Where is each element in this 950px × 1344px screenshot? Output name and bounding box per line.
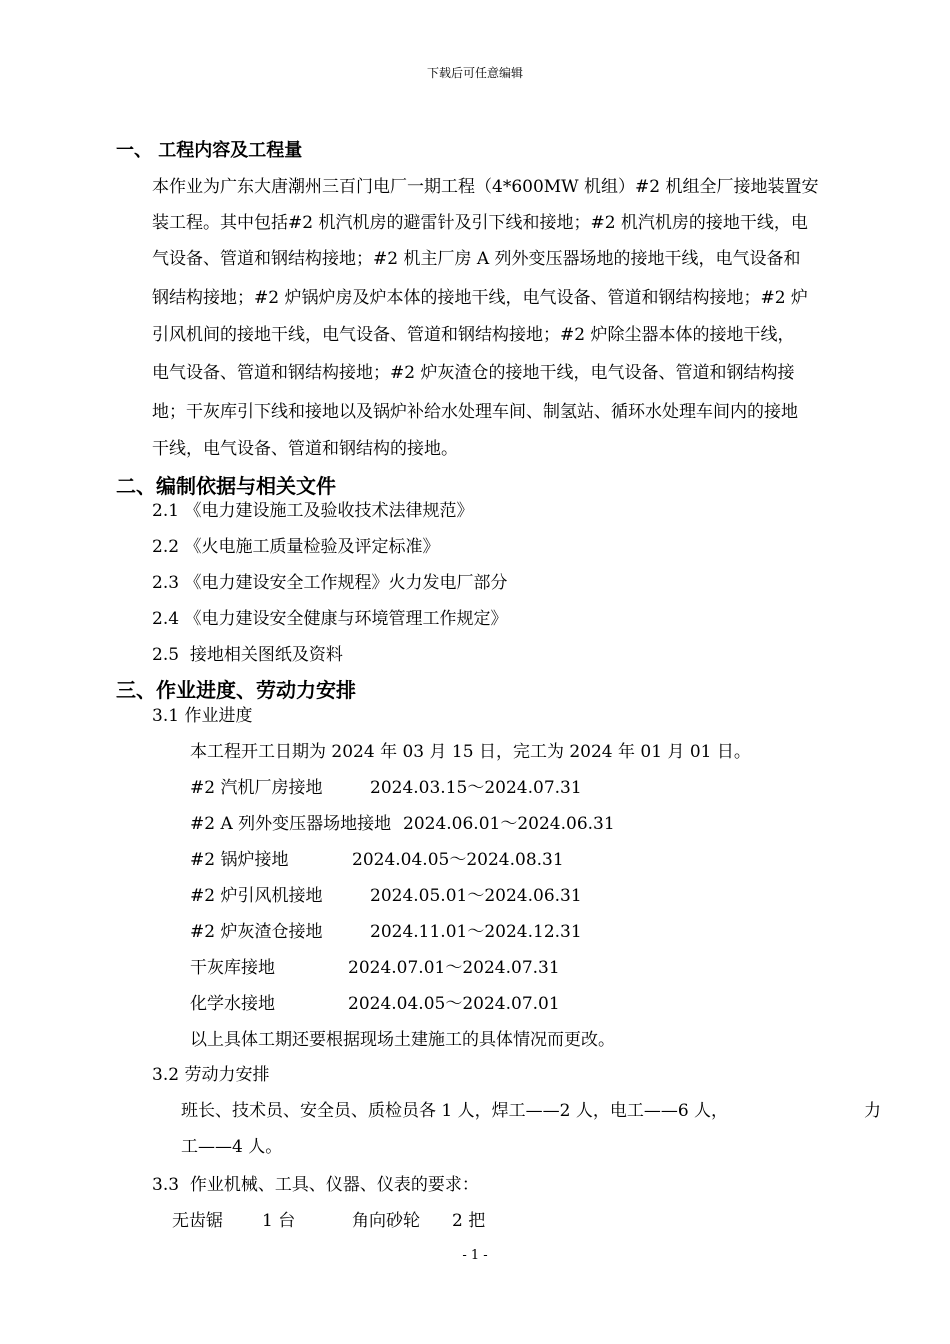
reference-item: 2.4 《电力建设安全健康与环境管理工作规定》	[152, 609, 508, 629]
schedule-item-dates: 2024.11.01～2024.12.31	[370, 922, 582, 942]
section1-line: 干线，电气设备、管道和钢结构的接地。	[152, 439, 458, 459]
schedule-item-dates: 2024.06.01～2024.06.31	[403, 814, 615, 834]
section3-heading: 三、作业进度、劳动力安排	[116, 678, 356, 702]
schedule-intro: 本工程开工日期为 2024 年 03 月 15 日，完工为 2024 年 01 月 01 日。	[190, 742, 751, 762]
schedule-item-dates: 2024.03.15～2024.07.31	[370, 778, 582, 798]
page-number: - 1 -	[462, 1248, 488, 1263]
schedule-item-name: #2 炉灰渣仓接地	[190, 922, 323, 942]
schedule-item-name: 干灰库接地	[190, 958, 275, 978]
reference-item: 2.5 接地相关图纸及资料	[152, 645, 343, 665]
section2-heading: 二、编制依据与相关文件	[116, 474, 336, 498]
labor-line: 工——4 人。	[181, 1137, 283, 1157]
section1-heading: 一、 工程内容及工程量	[116, 140, 303, 161]
subheading-tools: 3.3 作业机械、工具、仪器、仪表的要求：	[152, 1175, 479, 1195]
schedule-item-dates: 2024.04.05～2024.08.31	[352, 850, 564, 870]
schedule-note: 以上具体工期还要根据现场土建施工的具体情况而更改。	[190, 1030, 615, 1050]
tool-qty: 2 把	[452, 1211, 486, 1231]
schedule-item-dates: 2024.07.01～2024.07.31	[348, 958, 560, 978]
labor-line-tail: 力	[864, 1101, 881, 1121]
section1-line: 钢结构接地；#2 炉锅炉房及炉本体的接地干线，电气设备、管道和钢结构接地；#2 炉	[152, 288, 808, 308]
schedule-item-name: #2 汽机厂房接地	[190, 778, 323, 798]
reference-item: 2.2 《火电施工质量检验及评定标准》	[152, 537, 440, 557]
subheading-labor: 3.2 劳动力安排	[152, 1065, 270, 1085]
section1-line: 气设备、管道和钢结构接地；#2 机主厂房 A 列外变压器场地的接地干线，电气设备和	[152, 249, 801, 269]
subheading-schedule: 3.1 作业进度	[152, 706, 253, 726]
schedule-item-name: 化学水接地	[190, 994, 275, 1014]
section1-line: 电气设备、管道和钢结构接地；#2 炉灰渣仓的接地干线，电气设备、管道和钢结构接	[152, 363, 795, 383]
section1-line: 引风机间的接地干线，电气设备、管道和钢结构接地；#2 炉除尘器本体的接地干线，	[152, 325, 795, 345]
section1-line: 本作业为广东大唐潮州三百门电厂一期工程（4*600MW 机组）#2 机组全厂接地装置安	[152, 177, 819, 197]
reference-item: 2.3 《电力建设安全工作规程》火力发电厂部分	[152, 573, 508, 593]
schedule-item-dates: 2024.04.05～2024.07.01	[348, 994, 560, 1014]
schedule-item-dates: 2024.05.01～2024.06.31	[370, 886, 582, 906]
schedule-item-name: #2 A 列外变压器场地接地	[190, 814, 392, 834]
section1-line: 地；干灰库引下线和接地以及锅炉补给水处理车间、制氢站、循环水处理车间内的接地	[152, 402, 798, 422]
header-note: 下载后可任意编辑	[426, 66, 523, 80]
schedule-item-name: #2 锅炉接地	[190, 850, 289, 870]
labor-line: 班长、技术员、安全员、质检员各 1 人，焊工——2 人，电工——6 人，	[181, 1101, 729, 1121]
tool-name: 无齿锯	[172, 1211, 223, 1231]
tool-qty: 1 台	[262, 1211, 296, 1231]
section1-line: 装工程。其中包括#2 机汽机房的避雷针及引下线和接地；#2 机汽机房的接地干线，电	[152, 213, 808, 233]
reference-item: 2.1 《电力建设施工及验收技术法律规范》	[152, 501, 474, 521]
schedule-item-name: #2 炉引风机接地	[190, 886, 323, 906]
tool-name: 角向砂轮	[352, 1211, 420, 1231]
